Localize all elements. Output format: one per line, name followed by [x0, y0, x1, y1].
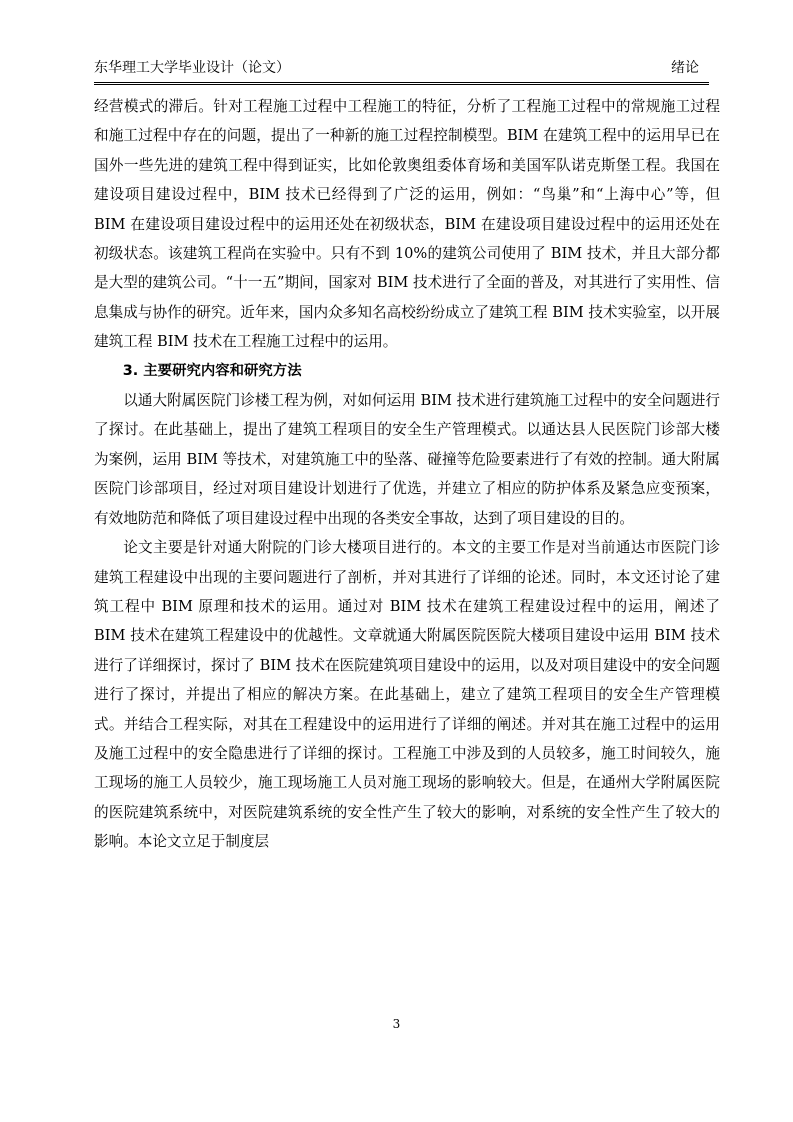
header-chapter-title: 绪论 — [671, 60, 699, 76]
document-body — [94, 92, 720, 857]
header-rule-bottom — [94, 84, 709, 85]
header-thesis-title: 东华理工大学毕业设计（论文） — [94, 60, 290, 76]
paragraph: 以通大附属医院门诊楼工程为例，对如何运用 BIM 技术进行建筑施工过程中的安全问题进行了探讨。在此基础上，提出了建筑工程项目的安全生产管理模式。以通达县人民医院门诊部大楼为案例，运用 BIM 等技术，对建筑施工中的坠落、碰撞等危险要素进行了有效的控制。通大附属医院门诊部项目，经过对项目建设计划进行了优选，并建立了相应的防护体系及紧急应变预案，有效地防范和降低了项目建设过程中出现的各类安全事故，达到了项目建设的目的。 — [94, 392, 720, 527]
paragraph-continued: 经营模式的滞后。针对工程施工过程中工程施工的特征，分析了工程施工过程中的常规施工过程和施工过程中存在的问题，提出了一种新的施工过程控制模型。BIM 在建筑工程中的运用早已在国外一些先进的建筑工程中得到证实，比如伦敦奥组委体育场和美国军队诺克斯堡工程。我国在建设项目建设过程中，BIM 技术已经得到了广泛的运用，例如：“鸟巢”和“上海中心”等，但 BIM 在建设项目建设过程中的运用还处在初级状态，BIM 在建设项目建设过程中的运用还处在初级状态。该建筑工程尚在实验中。只有不到 10%的建筑公司使用了 BIM 技术，并且大部分都是大型的建筑公司。“十一五”期间，国家对 BIM 技术进行了全面的普及，对其进行了实用性、信息集成与协作的研究。近年来，国内众多知名高校纷纷成立了建筑工程 BIM 技术实验室，以开展建筑工程 BIM 技术在工程施工过程中的运用。 — [94, 98, 720, 351]
page-number: 3 — [392, 1017, 401, 1031]
section-heading: 3. 主要研究内容和研究方法 — [122, 362, 302, 379]
page-header — [94, 56, 709, 80]
header-rule-top — [94, 82, 709, 83]
paragraph: 论文主要是针对通大附院的门诊大楼项目进行的。本文的主要工作是对当前通达市医院门诊建筑工程建设中出现的主要问题进行了剖析，并对其进行了详细的论述。同时，本文还讨论了建筑工程中 BIM 原理和技术的运用。通过对 BIM 技术在建筑工程建设过程中的运用，阐述了 BIM 技术在建筑工程建设中的优越性。文章就通大附属医院医院大楼项目建设中运用 BIM 技术进行了详细探讨，探讨了 BIM 技术在医院建筑项目建设中的运用，以及对项目建设中的安全问题进行了探讨，并提出了相应的解决方案。在此基础上，建立了建筑工程项目的安全生产管理模式。并结合工程实际，对其在工程建设中的运用进行了详细的阐述。并对其在施工过程中的运用及施工过程中的安全隐患进行了详细的探讨。工程施工中涉及到的人员较多，施工时间较久，施工现场的施工人员较少，施工现场施工人员对施工现场的影响较大。但是，在通州大学附属医院的医院建筑系统中，对医院建筑系统的安全性产生了较大的影响，对系统的安全性产生了较大的影响。本论文立足于制度层 — [94, 539, 720, 851]
